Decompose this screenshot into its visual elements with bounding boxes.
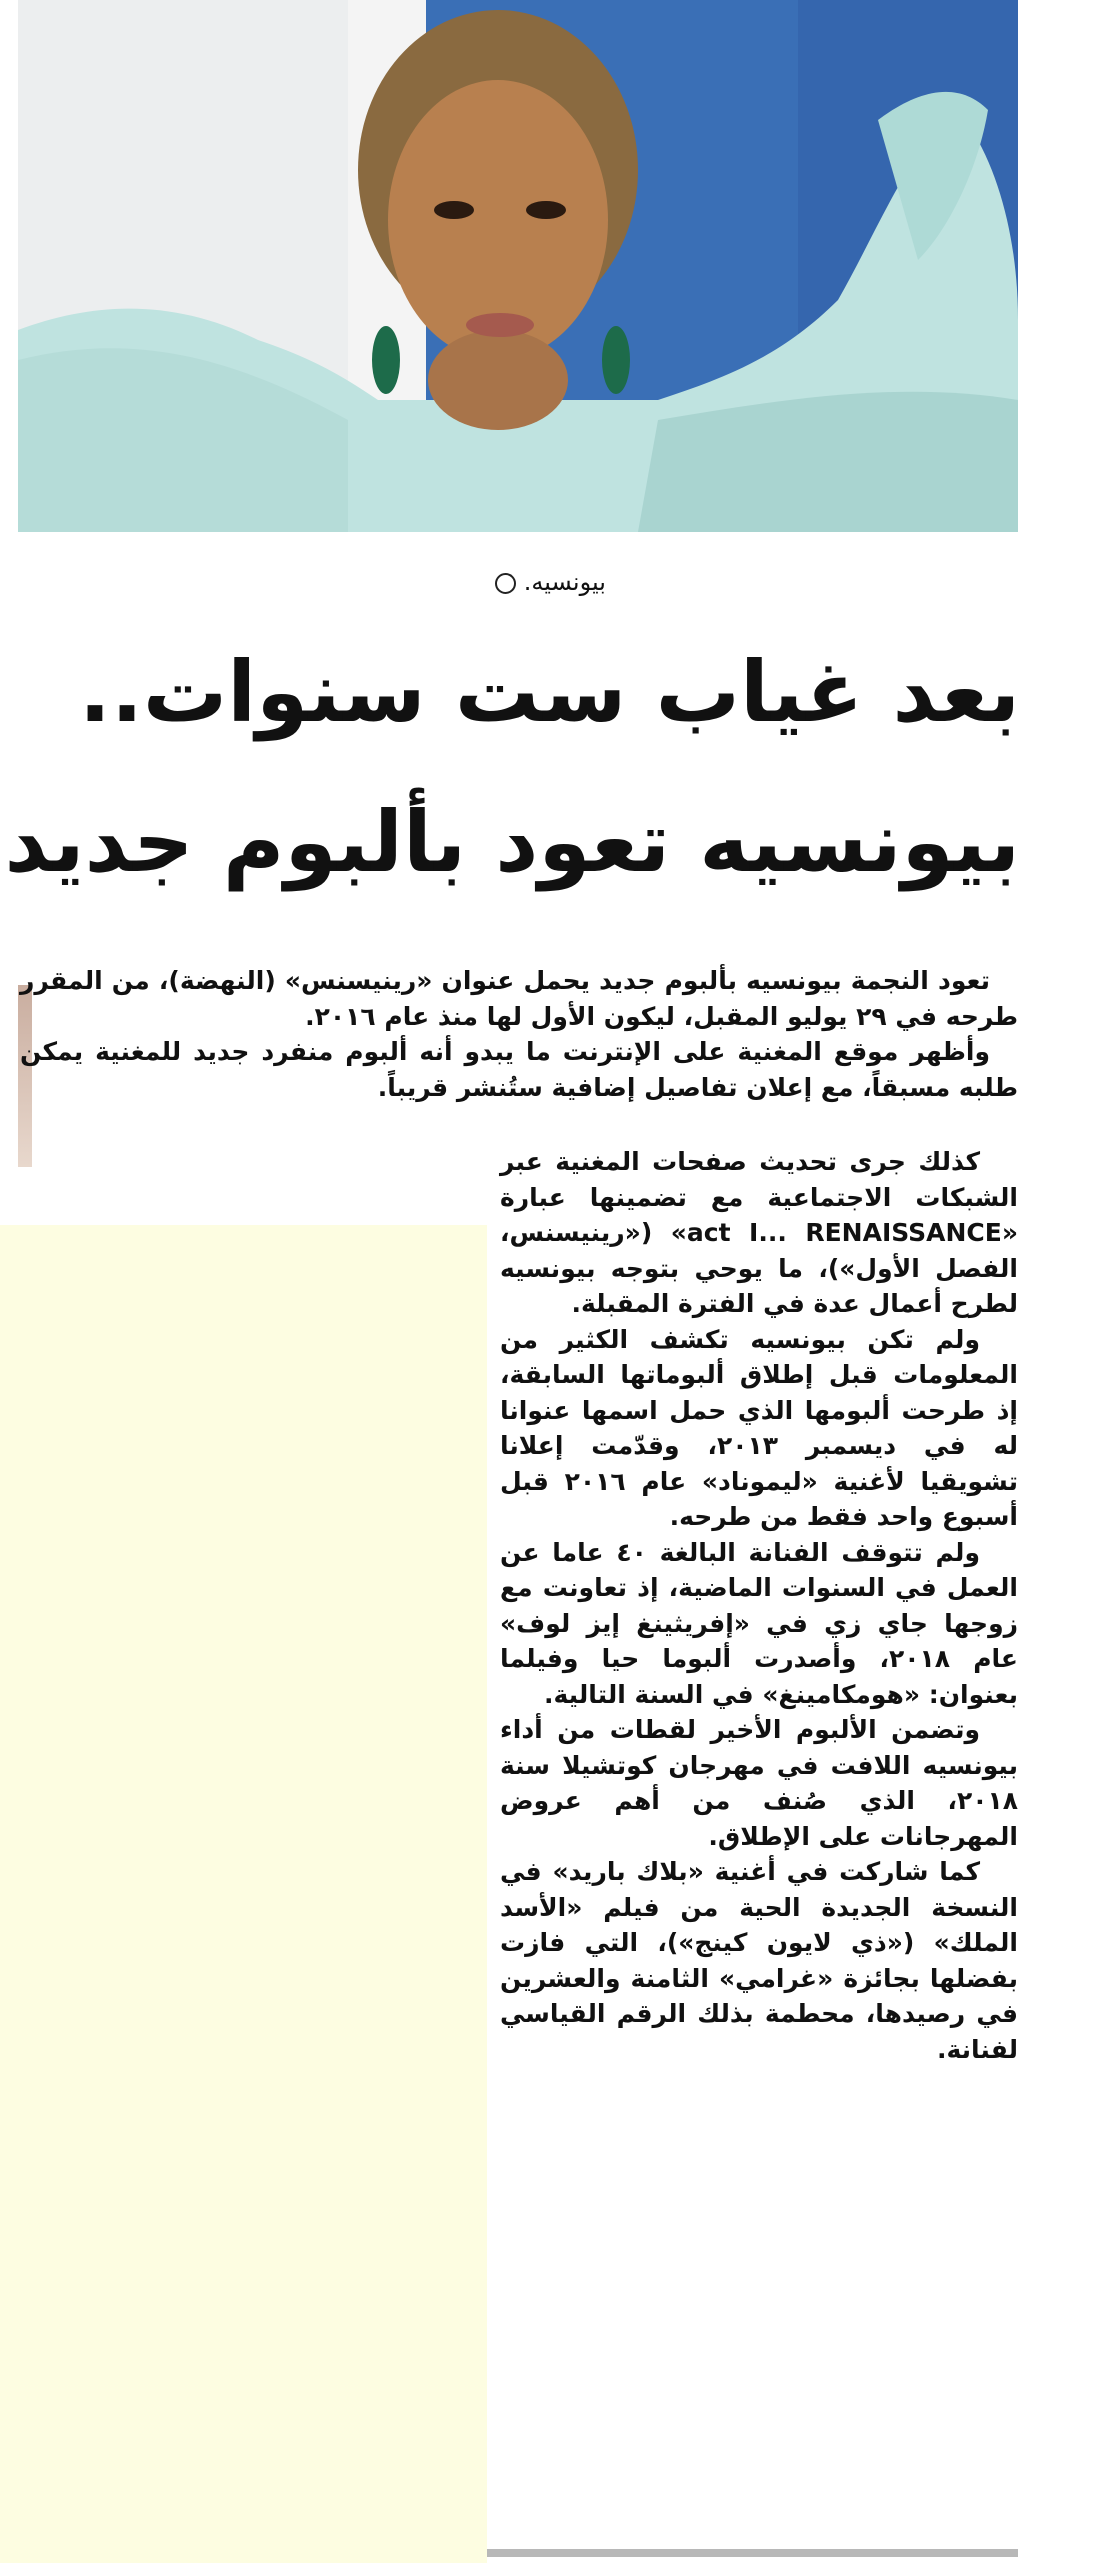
article-photo xyxy=(18,0,1018,532)
caption-text: بيونسيه. xyxy=(523,568,606,596)
bullet-ring-icon xyxy=(495,573,516,594)
article-body-column xyxy=(500,1144,1018,2067)
lead-paragraphs xyxy=(20,963,1018,1105)
body-paragraph-5: كما شاركت في أغنية «بلاك باريد» في النسخة الجديدة الحية من فيلم «الأسد الملك» («ذي لايون كينج»)، التي فازت بفضلها بجائزة «غرامي» الثامنة والعشرين في رصيدها، محطمة بذلك الرقم القياسي لفنانة. xyxy=(500,1857,1018,2064)
yellow-panel xyxy=(0,1225,487,2563)
photo-caption xyxy=(0,568,1095,596)
lead-paragraph-1: تعود النجمة بيونسيه بألبوم جديد يحمل عنوان «رينيسنس» (النهضة)، من المقرر طرحه في ٢٩ يوليو المقبل، ليكون الأول لها منذ عام ٢٠١٦. xyxy=(20,966,1018,1031)
body-paragraph-4: وتضمن الألبوم الأخير لقطات من أداء بيونسيه اللافت في مهرجان كوتشيلا سنة ٢٠١٨، الذي صُنف من أهم عروض المهرجانات على الإطلاق. xyxy=(500,1715,1018,1851)
lead-paragraph-2: وأظهر موقع المغنية على الإنترنت ما يبدو أنه ألبوم منفرد جديد للمغنية يمكن طلبه مسبقاً، مع إعلان تفاصيل إضافية ستُنشر قريباً. xyxy=(20,1037,1018,1102)
bottom-rule xyxy=(487,2549,1018,2557)
body-paragraph-2: ولم تكن بيونسيه تكشف الكثير من المعلومات قبل إطلاق ألبوماتها السابقة، إذ طرحت ألبومها الذي حمل اسمها عنوانا له في ديسمبر ٢٠١٣، وقدّمت إعلانا تشويقيا لأغنية «ليموناد» عام ٢٠١٦ قبل أسبوع واحد فقط من طرحه. xyxy=(500,1324,1019,1531)
headline-line-2: بيونسيه تعود بألبوم جديد xyxy=(4,793,1020,891)
body-paragraph-1: كذلك جرى تحديث صفحات المغنية عبر الشبكات الاجتماعية مع تضمينها عبارة «act I... RENAISSANCE» («رينيسنس، الفصل الأول»)، ما يوحي بتوجه بيونسيه لطرح أعمال عدة في الفترة المقبلة. xyxy=(500,1147,1018,1318)
body-paragraph-3: ولم تتوقف الفنانة البالغة ٤٠ عاما عن العمل في السنوات الماضية، إذ تعاونت مع زوجها جاي زي في «إفريثينغ إيز لوف» عام ٢٠١٨، وأصدرت ألبوما حيا وفيلما بعنوان: «هومكامينغ» في السنة التالية. xyxy=(500,1537,1018,1709)
portrait-photo xyxy=(18,0,1018,532)
headline-line-1: بعد غياب ست سنوات.. xyxy=(79,643,1020,741)
